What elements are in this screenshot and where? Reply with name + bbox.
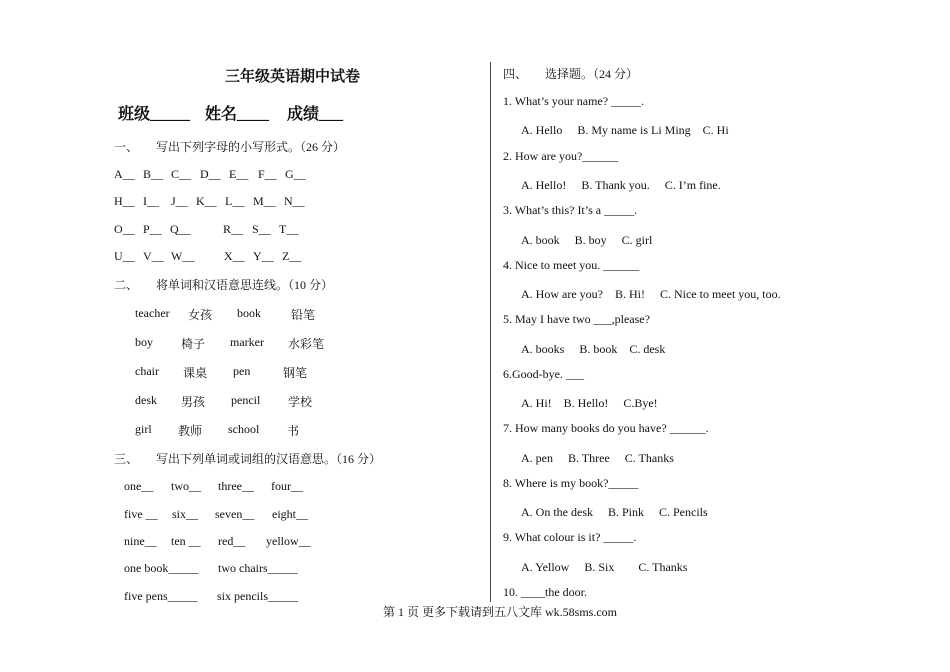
section2-header: 二、 将单词和汉语意思连线。（10 分） — [114, 278, 334, 292]
letter-item: Q__ — [170, 222, 191, 236]
word-item: pencil — [231, 393, 261, 407]
question-text: 6.Good-bye. ___ — [503, 367, 584, 381]
letter-item: N__ — [284, 194, 305, 208]
word-item: school — [228, 422, 260, 436]
word-item: 女孩 — [188, 308, 213, 322]
letter-item: Z__ — [282, 249, 302, 263]
word-item: book — [237, 306, 261, 320]
column-divider — [490, 62, 491, 602]
answer-options: A. pen B. Three C. Thanks — [521, 451, 674, 465]
letter-item: M__ — [253, 194, 276, 208]
question-text: 4. Nice to meet you. ______ — [503, 258, 640, 272]
answer-options: A. How are you? B. Hi! C. Nice to meet you, too. — [521, 287, 781, 301]
word-item: nine__ — [124, 534, 157, 548]
letter-item: D__ — [200, 167, 221, 181]
word-item: ten __ — [171, 534, 201, 548]
word-item: eight__ — [272, 507, 308, 521]
word-item: two chairs_____ — [218, 561, 298, 575]
letter-item: U__ — [114, 249, 135, 263]
word-item: 钢笔 — [283, 366, 308, 380]
answer-options: A. On the desk B. Pink C. Pencils — [521, 505, 708, 519]
word-item: 学校 — [288, 395, 313, 409]
question-text: 8. Where is my book?_____ — [503, 476, 639, 490]
score-field: 成绩___ — [287, 106, 344, 123]
page-footer: 第 1 页 更多下载请到五八文库 wk.58sms.com — [383, 605, 618, 619]
word-item: three__ — [218, 479, 254, 493]
section3-header: 三、 写出下列单词或词组的汉语意思。（16 分） — [114, 452, 382, 466]
question-text: 3. What’s this? It’s a _____. — [503, 203, 638, 217]
word-item: girl — [135, 422, 152, 436]
letter-item: A__ — [114, 167, 135, 181]
word-item: boy — [135, 335, 153, 349]
word-item: 教师 — [178, 424, 203, 438]
answer-options: A. Hi! B. Hello! C.Bye! — [521, 396, 658, 410]
answer-options: A. book B. boy C. girl — [521, 233, 653, 247]
letter-item: L__ — [225, 194, 245, 208]
letter-item: E__ — [229, 167, 249, 181]
letter-item: R__ — [223, 222, 244, 236]
letter-item: O__ — [114, 222, 135, 236]
word-item: two__ — [171, 479, 201, 493]
letter-item: J__ — [171, 194, 188, 208]
letter-item: I__ — [143, 194, 159, 208]
name-field: 姓名____ — [205, 106, 270, 123]
answer-options: A. Hello! B. Thank you. C. I’m fine. — [521, 178, 721, 192]
class-field: 班级_____ — [118, 106, 191, 123]
word-item: 男孩 — [181, 395, 206, 409]
word-item: 课桌 — [183, 366, 208, 380]
word-item: 椅子 — [181, 337, 206, 351]
answer-options: A. books B. book C. desk — [521, 342, 666, 356]
word-item: teacher — [135, 306, 170, 320]
word-item: seven__ — [215, 507, 255, 521]
section1-header: 一、 写出下列字母的小写形式。（26 分） — [114, 140, 346, 154]
question-text: 1. What’s your name? _____. — [503, 94, 645, 108]
word-item: five __ — [124, 507, 158, 521]
word-item: yellow__ — [266, 534, 311, 548]
word-item: 书 — [287, 424, 300, 438]
word-item: six pencils_____ — [217, 589, 298, 603]
letter-item: Y__ — [253, 249, 274, 263]
question-text: 7. How many books do you have? ______. — [503, 421, 709, 435]
question-text: 10. ____the door. — [503, 585, 587, 599]
letter-item: V__ — [143, 249, 164, 263]
question-text: 5. May I have two ___,please? — [503, 312, 650, 326]
letter-item: B__ — [143, 167, 164, 181]
word-item: marker — [230, 335, 264, 349]
word-item: desk — [135, 393, 157, 407]
letter-item: C__ — [171, 167, 192, 181]
word-item: one__ — [124, 479, 154, 493]
letter-item: P__ — [143, 222, 162, 236]
word-item: red__ — [218, 534, 246, 548]
question-text: 9. What colour is it? _____. — [503, 530, 637, 544]
answer-options: A. Hello B. My name is Li Ming C. Hi — [521, 123, 729, 137]
word-item: six__ — [172, 507, 199, 521]
letter-item: G__ — [285, 167, 306, 181]
letter-item: H__ — [114, 194, 135, 208]
letter-item: T__ — [279, 222, 299, 236]
word-item: 铅笔 — [291, 308, 316, 322]
letter-item: K__ — [196, 194, 217, 208]
letter-item: W__ — [171, 249, 195, 263]
word-item: pen — [233, 364, 251, 378]
word-item: one book_____ — [124, 561, 199, 575]
word-item: 水彩笔 — [288, 337, 325, 351]
section4-header: 四、 选择题。（24 分） — [503, 67, 639, 81]
question-text: 2. How are you?______ — [503, 149, 619, 163]
letter-item: X__ — [224, 249, 245, 263]
word-item: five pens_____ — [124, 589, 198, 603]
answer-options: A. Yellow B. Six C. Thanks — [521, 560, 688, 574]
page-title: 三年级英语期中试卷 — [225, 69, 361, 85]
word-item: chair — [135, 364, 159, 378]
word-item: four__ — [271, 479, 303, 493]
letter-item: F__ — [258, 167, 277, 181]
letter-item: S__ — [252, 222, 271, 236]
